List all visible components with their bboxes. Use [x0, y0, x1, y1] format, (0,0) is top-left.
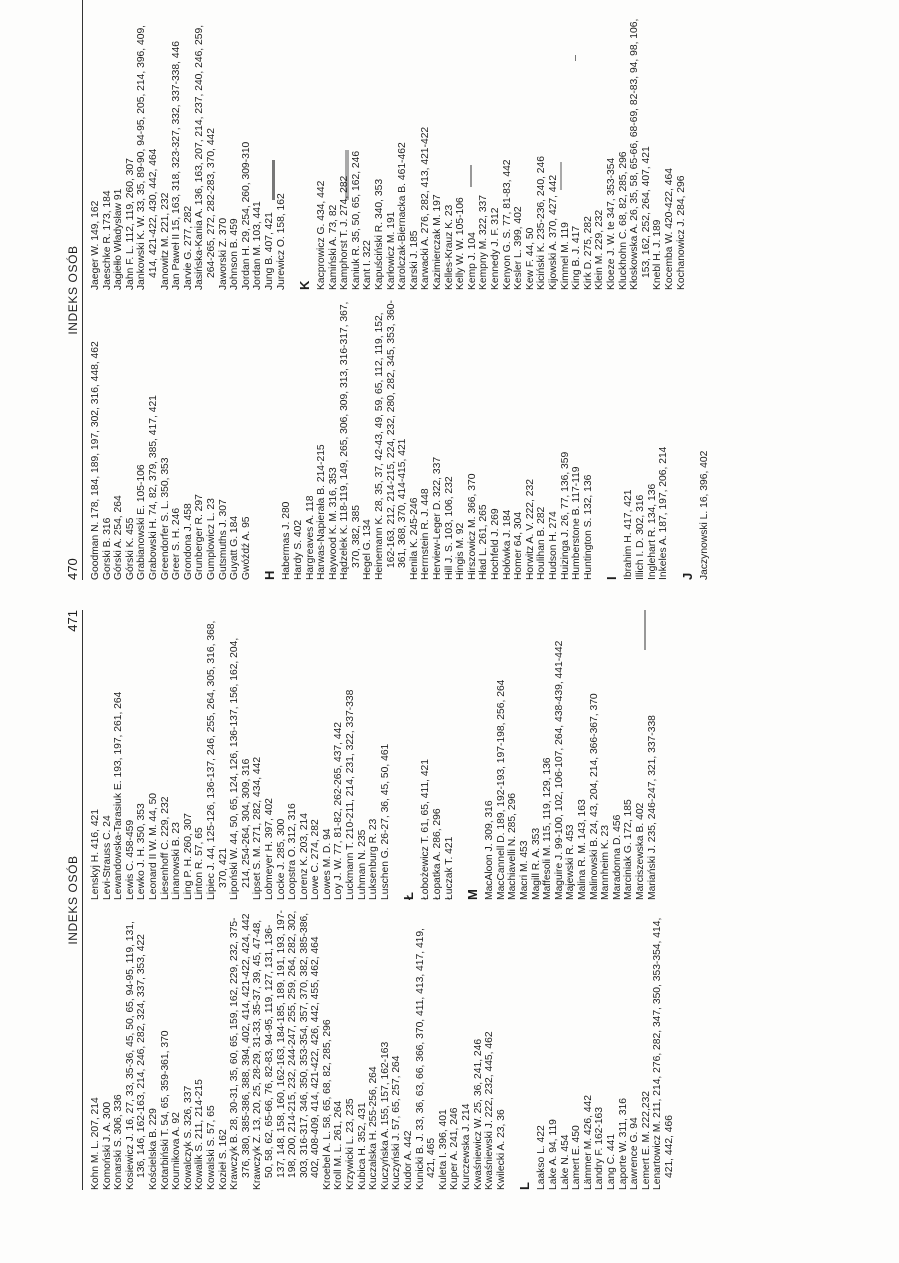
- index-entry: Landry F. 162-163: [594, 1106, 606, 1190]
- index-entry: Lawrence G. 94: [629, 1117, 641, 1190]
- index-entry: Lowes M. D. 94: [321, 828, 333, 900]
- index-entry: Kudor A. 442: [403, 1130, 415, 1190]
- index-entry: Konarski S. 306, 336: [113, 1094, 125, 1190]
- index-entry: Kłoskowska A. 26, 35, 58, 65-66, 68-69, 82-83, 94, 98, 106, 153, 162, 252, 264, 407, 421: [629, 18, 652, 290]
- index-entry: Johnson B. 459: [229, 218, 241, 290]
- left-page-title: INDEKS OSÓB: [66, 245, 80, 335]
- index-entry: Gutsmuths J. 307: [217, 499, 229, 580]
- index-entry: Kuczyński J. 57, 65, 257, 264: [391, 1055, 403, 1190]
- index-entry: Janowitz M. 221, 232: [159, 192, 171, 290]
- index-entry: Kaniuk R. 35, 50, 65, 162, 246: [350, 150, 362, 290]
- index-entry: Maradonna D. 456: [611, 814, 623, 900]
- index-entry: Guyatt G. 184: [229, 515, 241, 580]
- index-entry: Kijowski A. 370, 427, 442: [547, 174, 559, 290]
- index-entry: Ibrahim H. 417, 421: [623, 489, 635, 580]
- index-entry: Kloeze J. W. te 347, 353-354: [605, 157, 617, 290]
- index-entry: Horwitz A. V. 222, 232: [524, 479, 536, 580]
- index-entry: Łopatka A. 286, 296: [432, 808, 444, 900]
- index-entry: Kenyon G. S. 77, 81-83, 442: [501, 159, 513, 290]
- index-entry: Kurczewska J. 214: [461, 1103, 472, 1190]
- index-entry: Grabowski H. 74, 82, 379, 385, 417, 421: [147, 395, 159, 580]
- index-entry: Kluckhohn C. 68, 82, 285, 296: [617, 151, 629, 290]
- index-entry: Krawczyk B. 28, 30-31, 35, 60, 65, 159, 162, 229, 232, 375-376, 380, 385-386, 388, 394, 402, 414, 421-422, 424, 442: [229, 913, 252, 1190]
- index-entry: Heinemann K. 28, 35, 37, 42-43, 49, 59, 65, 112, 119, 152, 162-163, 212, 214-215, 224, 232, 280, 282, 345, 353, 360-361, 368, 370, 414-415, 421: [374, 300, 409, 580]
- index-entry: Kowalski S. 57, 65: [205, 1105, 217, 1190]
- index-entry: Kamphorst T. J. 274, 282: [339, 175, 351, 290]
- index-entry: Kuczalska H. 255-256, 264: [368, 1066, 380, 1190]
- index-entry: Lake N. 454: [559, 1134, 571, 1190]
- index-entry: Kroebel A. L. 58, 65, 68, 82, 285, 296: [321, 1019, 333, 1190]
- index-entry: Greer S. H. 246: [171, 507, 183, 580]
- index-entry: Lowe C. 274, 282: [310, 819, 322, 900]
- index-entry: Kennedy J. F. 312: [490, 207, 501, 290]
- index-entry: Grondona J. 458: [182, 503, 194, 580]
- index-entry: King B. J. 417: [571, 225, 583, 290]
- index-entry: Machiavelli N. 285, 296: [507, 792, 519, 900]
- index-entry: Kapuściński R. 340, 353: [374, 178, 386, 290]
- index-column: [90, 0, 710, 290]
- index-entry: Liesenhoff C. 229, 232: [159, 796, 171, 900]
- index-entry: Kowalczyk S. 326, 337: [182, 1085, 194, 1190]
- header-rule: [82, 0, 83, 580]
- index-entry: Łuczak T. 421: [443, 836, 455, 900]
- index-entry: Kournikova A. 92: [171, 1112, 183, 1190]
- index-entry: Lang C. 441: [605, 1133, 617, 1190]
- index-entry: Locke J. 285, 300: [275, 818, 287, 900]
- index-entry: Hołówka J. 184: [501, 509, 513, 580]
- index-entry: Herrnstein R. J. 448: [420, 488, 432, 580]
- index-entry: Lenskyj H. 416, 421: [90, 808, 101, 900]
- index-entry: Loopstra O. 312, 316: [287, 803, 299, 900]
- index-entry: Macri M. 453: [519, 840, 530, 900]
- index-entry: Kacprowicz G. 434, 442: [316, 180, 328, 290]
- index-entry: Humberstone B. 117-119: [571, 466, 583, 580]
- index-entry: Kozieł S. 162: [217, 1129, 229, 1190]
- index-entry: Kuper A. 241, 246: [449, 1107, 461, 1190]
- index-entry: Górski K. 455: [124, 517, 136, 580]
- right-page-number: 471: [65, 610, 80, 632]
- index-entry: Jahn F. L. 112, 119, 260, 307: [124, 158, 136, 290]
- index-entry: Łobożewicz T. 61, 65, 411, 421: [420, 758, 432, 900]
- index-entry: Levi-Strauss C. 24: [101, 815, 113, 900]
- index-entry: Habermas J. 280: [281, 501, 293, 580]
- index-entry: Harwas-Napierała B. 214-215: [316, 444, 328, 580]
- index-entry: Laaksо L. 422: [536, 1125, 548, 1190]
- index-entry: Malina R. M. 143, 163: [576, 799, 588, 900]
- index-entry: Haywood K. M. 316, 353: [327, 467, 339, 580]
- index-entry: Hochfeld J. 269: [490, 508, 501, 580]
- index-column: [90, 290, 710, 580]
- index-entry: Kazimierczak M. 197: [432, 194, 444, 290]
- index-entry: Jordan H. 29, 254, 260, 309-310: [240, 141, 252, 290]
- index-entry: Kelly W. W. 105-106: [455, 197, 467, 290]
- index-entry: Lemert E. M. 222,232: [640, 1090, 652, 1190]
- index-entry: Goodman N. 178, 184, 189, 197, 302, 316, 448, 462: [90, 341, 101, 580]
- index-entry: Majewski R. 453: [565, 824, 577, 900]
- index-entry: Inkeles A. 187, 197, 206, 214: [658, 446, 670, 580]
- index-entry: Hill J. S. 103, 106, 232: [443, 476, 455, 580]
- index-entry: Grabianowski E. 105-106: [136, 464, 148, 580]
- index-entry: Maffesoli M. 115, 119, 129, 136: [542, 757, 554, 900]
- index-entry: Greendorfer S. L. 350, 353: [159, 457, 171, 580]
- index-entry: Kimmel M. 119: [559, 222, 571, 290]
- index-section-letter: K: [297, 280, 313, 290]
- index-entry: Loy J. W. 77, 81-82, 262-265, 437, 442: [333, 721, 345, 900]
- index-entry: Illich I. D. 302, 316: [634, 494, 646, 580]
- index-entry: Jasińska-Kania A. 136, 163, 207, 214, 237, 240, 246, 259, 264-265, 272, 282-283, 370, 442: [194, 24, 217, 290]
- index-entry: Mariański J. 235, 246-247, 321, 337-338: [646, 715, 658, 900]
- index-entry: Hład L. 261, 265: [478, 504, 490, 580]
- index-entry: Jaeger W. 149, 162: [90, 200, 101, 290]
- index-entry: Jordan M. 103, 441: [252, 201, 264, 290]
- index-entry: Malinowski B. 24, 43, 204, 214, 366-367, 370: [588, 693, 600, 900]
- index-entry: Kamiński A. 73, 82: [327, 204, 339, 290]
- index-entry: Komoński J. A. 300: [101, 1101, 113, 1190]
- index-entry: Laporte W. 311, 316: [617, 1098, 629, 1190]
- index-entry: Hudson H. 274: [547, 511, 559, 580]
- index-entry: Lewis C. 458-459: [124, 819, 136, 900]
- index-entry: Leonard II W. M. 44, 50: [147, 792, 159, 900]
- index-entry: Gwóźdź A. 95: [240, 516, 252, 580]
- index-entry: Linanowski B. 23: [171, 822, 183, 900]
- index-entry: Krawczyk Z. 13, 20, 25, 28-29, 31-33, 35-37, 39, 45, 47-48, 50, 58, 62, 65-66, 76, 82-83, 94-95, 119, 127, 131, 136-137, 148, 158, 160, 162-163, 184-185, 189, 191, 193, 197-198, 200, 214-215, 232, 244-247, 255, 259, 264, 282, 302, 303, 316-317, 346, 350, 353-354, 357, 370, 382, 385-386, 402, 408-409, 414, 421-422, 426, 442, 455, 462, 464: [252, 910, 322, 1190]
- index-entry: Jaworski Z. 370: [217, 217, 229, 290]
- index-entry: Kelles-Krauz K. 23: [443, 204, 455, 290]
- index-entry: Klein M. 229, 232: [594, 209, 606, 290]
- right-page: [64, 610, 675, 1190]
- index-column: [90, 900, 676, 1190]
- index-entry: Górski A. 254, 264: [113, 495, 125, 580]
- index-entry: Karłowicz M. 191: [385, 211, 397, 290]
- index-entry: Lewandowska-Tarasiuk E. 193, 197, 261, 264: [113, 691, 125, 900]
- index-entry: Kuczyńska A. 155, 157, 162-163: [379, 1041, 391, 1190]
- index-column: [90, 610, 676, 900]
- index-entry: Magill R. A. 353: [530, 827, 542, 900]
- index-entry: Hardy S. 402: [292, 519, 304, 580]
- index-section-letter: L: [517, 1182, 533, 1190]
- index-entry: Grunberger R. 297: [194, 494, 206, 580]
- index-entry: Mannheim K. 23: [600, 825, 612, 900]
- index-entry: Karolczak-Biernacka B. 461-462: [397, 142, 409, 290]
- index-entry: Hirszowicz M. 366, 370: [466, 473, 478, 580]
- index-entry: Kwaśniewicz W. 25, 36, 241, 246: [472, 1038, 484, 1190]
- index-entry: Kroll M. L. 261, 264: [333, 1100, 345, 1190]
- index-entry: Lenartowicz M. 211, 214, 276, 282, 347, 350, 353-354, 414, 421, 442, 466: [652, 917, 675, 1190]
- index-entry: Gumplowicz L. 23: [205, 498, 217, 580]
- index-entry: Luckmann T. 210-211, 214, 231, 322, 337-338: [345, 689, 357, 900]
- index-entry: Huizinga J. 26, 77, 136, 359: [559, 451, 571, 580]
- index-section-letter: M: [465, 889, 481, 900]
- index-entry: Ling P. H. 260, 307: [182, 813, 194, 900]
- index-entry: Kotarbiński T. 54, 65, 359-361, 370: [159, 1030, 171, 1190]
- index-entry: Jankowski K. W. 33, 35, 89-90, 94-95, 205, 214, 396, 409, 414, 421-422, 430, 442, 464: [136, 24, 159, 290]
- index-entry: Kemp J. 104: [466, 232, 478, 290]
- index-entry: Kochanowicz J. 284, 296: [675, 175, 687, 290]
- index-entry: Lorenz K. 203, 214: [298, 812, 310, 900]
- index-entry: Karski J. 185: [408, 230, 420, 290]
- index-entry: Kunicki B. J. 33, 36, 63, 66, 366, 370, 411, 413, 417, 419, 421, 465: [414, 928, 438, 1190]
- index-entry: Huntington S. 132, 136: [582, 474, 594, 580]
- index-entry: Lipset S. M. 271, 282, 434, 442: [252, 756, 264, 900]
- index-entry: Jaeschke R. 173, 184: [101, 190, 113, 290]
- index-entry: Kwaśniewski J. 222, 232, 445, 462: [484, 1031, 496, 1190]
- index-entry: Kesler L. 399, 402: [513, 206, 525, 290]
- index-entry: MacAloon J. 309, 316: [484, 800, 496, 900]
- index-section-letter: J: [679, 572, 695, 580]
- index-section-letter: I: [604, 576, 620, 580]
- index-entry: Karwacki A. 276, 282, 413, 421-422: [420, 126, 432, 290]
- index-entry: Jarvie G. 277, 282: [182, 205, 194, 290]
- index-entry: Lobmeyer H. 397, 402: [263, 798, 275, 900]
- index-entry: Kuleta I. 396, 401: [437, 1109, 449, 1190]
- index-entry: Jurewicz O. 158, 162: [275, 193, 287, 290]
- index-entry: Lämmer M. 426, 442: [582, 1094, 594, 1190]
- index-entry: Jung B. 407, 421: [263, 212, 275, 290]
- index-entry: Knebl H. J. 189: [652, 219, 664, 290]
- index-entry: Hądzelek K. 118-119, 149, 265, 306, 309, 313, 316-317, 367, 370, 382, 385: [339, 301, 362, 580]
- index-section-letter: Ł: [401, 892, 417, 900]
- index-entry: Kempny M. 322, 337: [478, 194, 490, 290]
- index-entry: Krzywicki L. 23, 235: [345, 1098, 357, 1190]
- index-entry: Henila K. 245-246: [408, 497, 420, 580]
- index-entry: Lamert E. 450: [571, 1125, 583, 1190]
- index-entry: Gorski B. 316: [101, 517, 113, 580]
- index-entry: Homer 64, 304: [513, 511, 525, 580]
- header-rule: [82, 610, 83, 1190]
- index-entry: MacCannell D. 189, 192-193, 197-198, 256, 264: [495, 679, 507, 900]
- index-entry: Lewko J. H. 350, 353: [136, 803, 148, 900]
- index-entry: Kowalik S. 211, 214-215: [194, 1079, 206, 1190]
- index-entry: Inglehart R. 134, 136: [646, 483, 658, 580]
- index-entry: Marciniak G. 172, 185: [623, 799, 635, 900]
- index-entry: Kubica H. 352, 431: [356, 1102, 368, 1190]
- index-entry: Kant I. 322: [362, 240, 374, 290]
- index-entry: Luksenburg R. 23: [368, 818, 380, 900]
- index-entry: Kiciński K. 235-236, 240, 246: [536, 156, 548, 290]
- index-entry: Hingis M. 92: [455, 522, 467, 580]
- right-page-title: INDEKS OSÓB: [66, 855, 80, 945]
- index-entry: Kohn M. L. 207, 214: [90, 1097, 101, 1190]
- index-entry: Maguire J. 99-100, 102, 106-107, 264, 438-439, 441-442: [553, 640, 565, 900]
- right-page-header: [64, 610, 86, 1190]
- index-entry: Kwilecki A. 23, 36: [495, 1109, 507, 1190]
- index-section-letter: H: [262, 570, 278, 580]
- index-entry: Kocemba W. 420-422, 464: [663, 168, 675, 290]
- left-page-header: [64, 0, 86, 580]
- index-entry: Linton R. 57, 65: [194, 827, 206, 900]
- index-entry: Kosiewicz J. 16, 27, 33, 35-36, 45, 50, 65, 94-95, 119, 131, 136, 146, 162-163, 214, 246, 282, 324, 337, 353, 422: [124, 921, 148, 1190]
- index-entry: Lipoński W. 44, 50, 65, 124, 126, 136-137, 156, 162, 204, 214, 254-264, 304, 309, 316: [229, 637, 252, 900]
- index-entry: Hegel G. 134: [362, 519, 374, 580]
- index-entry: Marciszewska B. 402: [634, 802, 646, 900]
- index-entry: Luschen G. 26-27, 36, 45, 50, 461: [379, 743, 391, 900]
- index-entry: Hargreaves A. 118: [304, 495, 316, 580]
- index-entry: Kościelska B. 229: [147, 1108, 159, 1190]
- index-entry: Jaczynowski L. 16, 396, 402: [698, 450, 710, 580]
- index-entry: Kirk D. 275, 282: [582, 216, 594, 290]
- index-entry: Herview-Leger D. 322, 337: [432, 456, 444, 580]
- index-entry: Lake A. 94, 119: [547, 1119, 559, 1190]
- left-page-number: 470: [65, 558, 80, 580]
- index-entry: Luhman N. 235: [356, 829, 368, 900]
- index-entry: Houlihan B. 282: [536, 506, 548, 580]
- index-entry: Kew F. 44, 50: [524, 227, 536, 290]
- index-entry: Jagiełło Władysław 91: [113, 188, 125, 290]
- index-entry: Lipiec J. 44, 125-126, 136-137, 246, 255, 264, 305, 316, 368, 370, 421: [205, 620, 229, 900]
- index-entry: Jan Paweł II 15, 163, 318, 323-327, 332, 337-338, 446: [171, 40, 183, 290]
- left-page: [64, 0, 710, 580]
